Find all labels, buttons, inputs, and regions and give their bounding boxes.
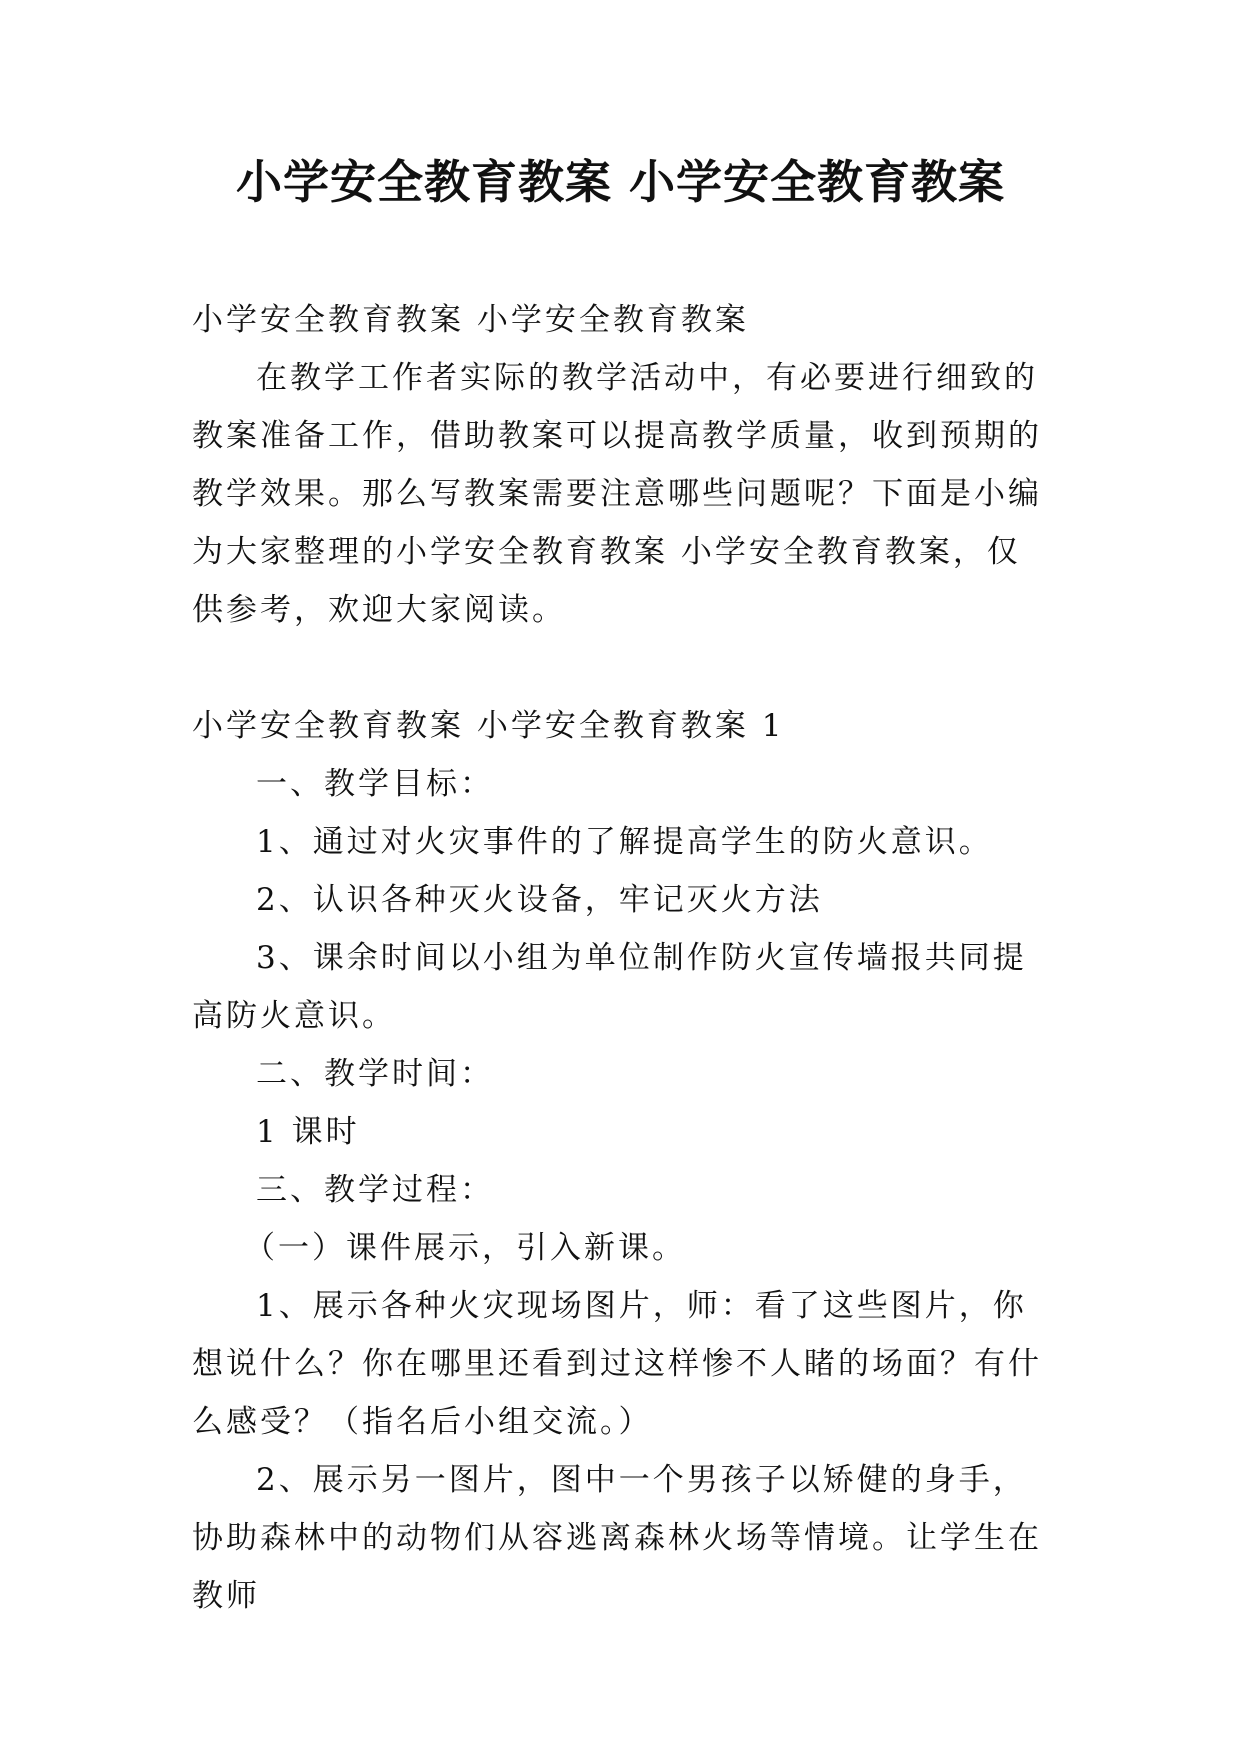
process-step: 1、展示各种火灾现场图片，师：看了这些图片，你想说什么？你在哪里还看到过这样惨不人睹的场面？有什么感受？（指名后小组交流。） xyxy=(192,1288,1042,1440)
time-heading: 二、教学时间： xyxy=(256,1056,494,1092)
process-heading: 三、教学过程： xyxy=(256,1172,494,1208)
intro-paragraph: 在教学工作者实际的教学活动中，有必要进行细致的教案准备工作，借助教案可以提高教学质量，收到预期的教学效果。那么写教案需要注意哪些问题呢？下面是小编为大家整理的小学安全教育教案 小学安全教育教案，仅供参考，欢迎大家阅读。 xyxy=(192,360,1042,628)
time-value: 1 课时 xyxy=(256,1114,360,1150)
paragraph-spacer xyxy=(192,639,1052,697)
process-step: 2、展示另一图片，图中一个男孩子以矫健的身手，协助森林中的动物们从容逃离森林火场等情境。让学生在教师 xyxy=(192,1462,1042,1614)
document-title: 小学安全教育教案 小学安全教育教案 xyxy=(235,155,1005,209)
section-heading: 小学安全教育教案 小学安全教育教案 1 xyxy=(192,708,785,744)
objective-item: 1、通过对火灾事件的了解提高学生的防火意识。 xyxy=(256,824,993,860)
objectives-heading: 一、教学目标： xyxy=(256,766,494,802)
process-step-heading: （一）课件展示，引入新课。 xyxy=(244,1230,686,1266)
objective-item: 3、课余时间以小组为单位制作防火宣传墙报共同提高防火意识。 xyxy=(192,940,1027,1034)
objective-item: 2、认识各种灭火设备，牢记灭火方法 xyxy=(256,882,823,918)
document-body xyxy=(192,291,1052,1625)
subtitle-line: 小学安全教育教案 小学安全教育教案 xyxy=(192,302,749,338)
